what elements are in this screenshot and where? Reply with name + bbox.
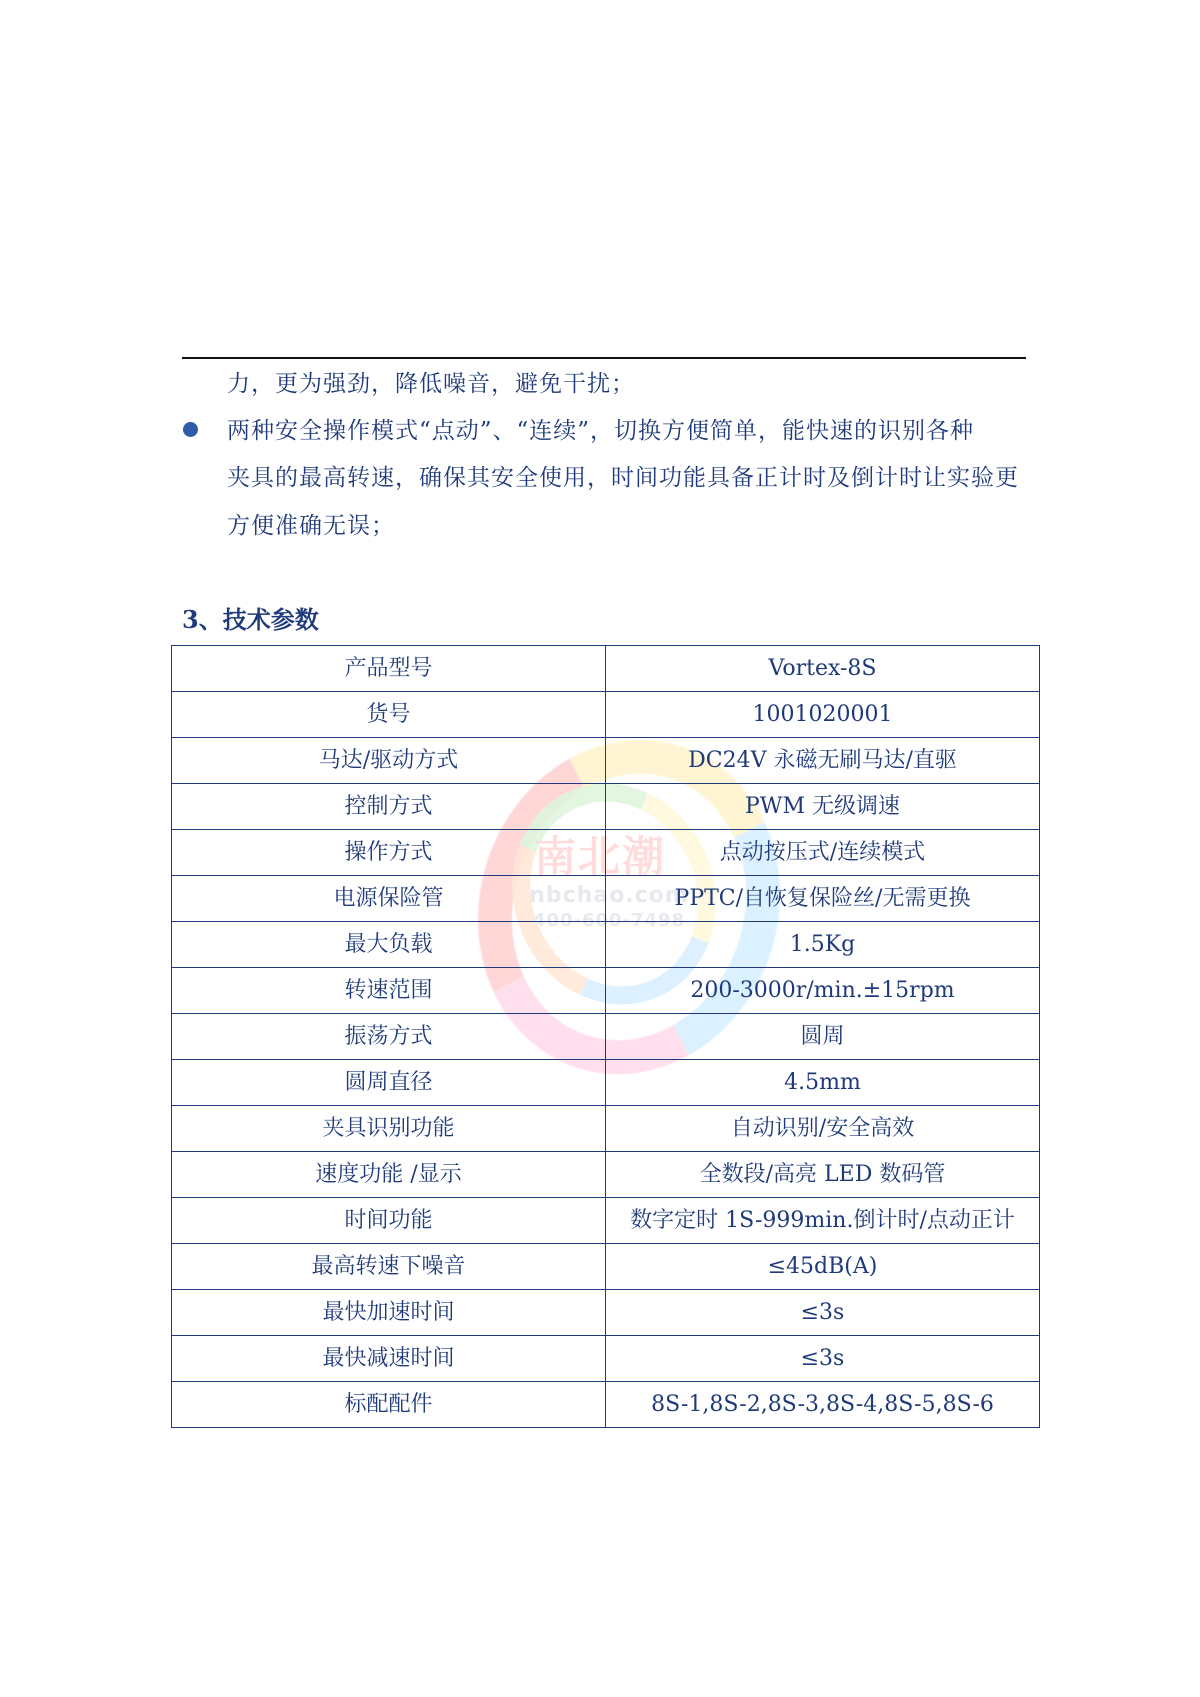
table-cell-label: 货号 bbox=[172, 692, 606, 738]
table-cell-value: 1001020001 bbox=[606, 692, 1040, 738]
table-cell-value: ≤3s bbox=[606, 1290, 1040, 1336]
table-cell-label: 电源保险管 bbox=[172, 876, 606, 922]
table-cell-label: 产品型号 bbox=[172, 646, 606, 692]
table-cell-value: ≤45dB(A) bbox=[606, 1244, 1040, 1290]
table-row bbox=[172, 1382, 1040, 1428]
table-row bbox=[172, 830, 1040, 876]
table-cell-label: 夹具识别功能 bbox=[172, 1106, 606, 1152]
table-cell-label: 最高转速下噪音 bbox=[172, 1244, 606, 1290]
table-cell-value: DC24V 永磁无刷马达/直驱 bbox=[606, 738, 1040, 784]
table-cell-value: PWM 无级调速 bbox=[606, 784, 1040, 830]
bullet-text-line-3: 方便准确无误； bbox=[227, 513, 395, 539]
table-cell-label: 时间功能 bbox=[172, 1198, 606, 1244]
table-row bbox=[172, 1106, 1040, 1152]
table-row bbox=[172, 968, 1040, 1014]
table-cell-label: 速度功能 /显示 bbox=[172, 1152, 606, 1198]
table-cell-label: 最快减速时间 bbox=[172, 1336, 606, 1382]
table-row bbox=[172, 1244, 1040, 1290]
table-row bbox=[172, 692, 1040, 738]
section-title: 3、技术参数 bbox=[182, 605, 319, 634]
watermark-brand-text: 南北潮 bbox=[533, 832, 666, 881]
intro-continued-line: 力，更为强劲，降低噪音，避免干扰； bbox=[227, 371, 635, 397]
table-cell-value: 圆周 bbox=[606, 1014, 1040, 1060]
table-row bbox=[172, 1198, 1040, 1244]
table-cell-value: 自动识别/安全高效 bbox=[606, 1106, 1040, 1152]
table-cell-label: 圆周直径 bbox=[172, 1060, 606, 1106]
table-cell-value: 全数段/高亮 LED 数码管 bbox=[606, 1152, 1040, 1198]
table-row bbox=[172, 922, 1040, 968]
table-cell-label: 最大负载 bbox=[172, 922, 606, 968]
table-row bbox=[172, 784, 1040, 830]
bullet-text-line-2: 夹具的最高转速，确保其安全使用，时间功能具备正计时及倒计时让实验更 bbox=[227, 465, 1019, 491]
table-cell-value: 4.5mm bbox=[606, 1060, 1040, 1106]
table-row bbox=[172, 646, 1040, 692]
table-cell-label: 最快加速时间 bbox=[172, 1290, 606, 1336]
bullet-text-line-1: 两种安全操作模式“点动”、“连续”，切换方便简单，能快速的识别各种 bbox=[227, 418, 975, 444]
table-cell-value: Vortex-8S bbox=[606, 646, 1040, 692]
table-cell-value: ≤3s bbox=[606, 1336, 1040, 1382]
table-row bbox=[172, 1290, 1040, 1336]
table-cell-label: 马达/驱动方式 bbox=[172, 738, 606, 784]
technical-parameters-table bbox=[171, 645, 1040, 1428]
table-row bbox=[172, 1060, 1040, 1106]
table-row bbox=[172, 738, 1040, 784]
table-row bbox=[172, 1336, 1040, 1382]
table-row bbox=[172, 1014, 1040, 1060]
watermark-site-text: nbchao.com bbox=[529, 883, 689, 908]
table-cell-value: 点动按压式/连续模式 bbox=[606, 830, 1040, 876]
table-row bbox=[172, 1152, 1040, 1198]
table-row bbox=[172, 876, 1040, 922]
table-cell-value: 1.5Kg bbox=[606, 922, 1040, 968]
table-cell-value: 数字定时 1S-999min.倒计时/点动正计 bbox=[606, 1198, 1040, 1244]
bullet-icon bbox=[183, 422, 198, 437]
table-cell-value: PPTC/自恢复保险丝/无需更换 bbox=[606, 876, 1040, 922]
table-cell-value: 8S-1,8S-2,8S-3,8S-4,8S-5,8S-6 bbox=[606, 1382, 1040, 1428]
table-cell-label: 转速范围 bbox=[172, 968, 606, 1014]
top-horizontal-rule bbox=[182, 357, 1026, 359]
table-cell-label: 标配配件 bbox=[172, 1382, 606, 1428]
table-cell-label: 操作方式 bbox=[172, 830, 606, 876]
table-cell-label: 振荡方式 bbox=[172, 1014, 606, 1060]
watermark-phone-text: 400-600-7498 bbox=[532, 910, 686, 931]
table-cell-value: 200-3000r/min.±15rpm bbox=[606, 968, 1040, 1014]
table-cell-label: 控制方式 bbox=[172, 784, 606, 830]
